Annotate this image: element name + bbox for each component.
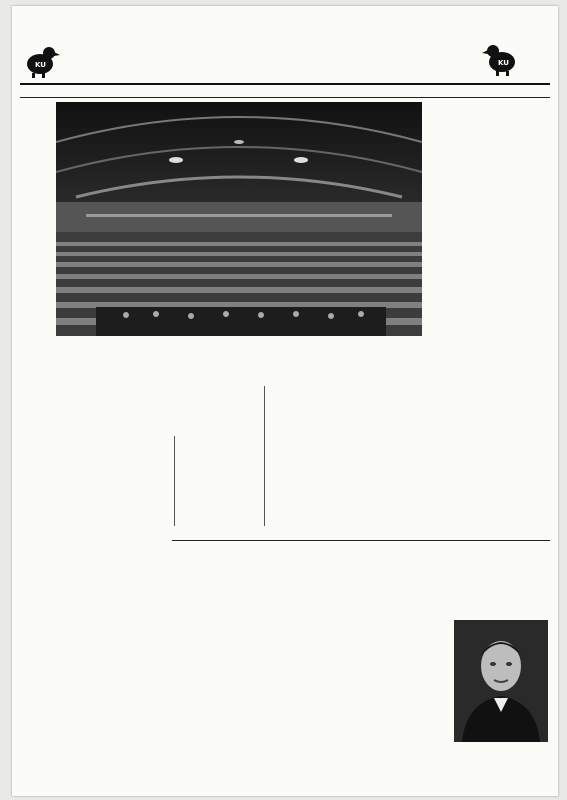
campers-text-col1 (56, 440, 170, 648)
portrait-image (454, 620, 548, 742)
svg-text:KU: KU (35, 61, 46, 69)
brown-rule (172, 540, 550, 541)
column-rule (174, 436, 175, 526)
jayhawk-logo-left (20, 42, 60, 78)
first-kansan-text (430, 252, 554, 342)
harry-john-brown-portrait (454, 620, 548, 742)
dateline-rule (20, 97, 550, 98)
column-rule (264, 386, 265, 526)
bank-text (272, 422, 422, 526)
masthead-rule (20, 83, 550, 85)
auditorium-photo-image (56, 102, 422, 336)
brown-text-col1 (182, 592, 266, 792)
jayhawk-logo-right (482, 40, 522, 76)
auditorium-photo (56, 102, 422, 336)
director-text-continued (430, 348, 554, 502)
newspaper-page (12, 6, 558, 796)
campers-text-col2 (178, 440, 262, 528)
director-text-top (430, 189, 554, 229)
svg-text:KU: KU (498, 59, 509, 67)
brown-text-col3 (362, 576, 446, 792)
brown-text-col4 (454, 576, 550, 618)
whats-up-text (56, 682, 170, 792)
brown-text-col2 (272, 576, 356, 792)
masthead (12, 6, 558, 88)
